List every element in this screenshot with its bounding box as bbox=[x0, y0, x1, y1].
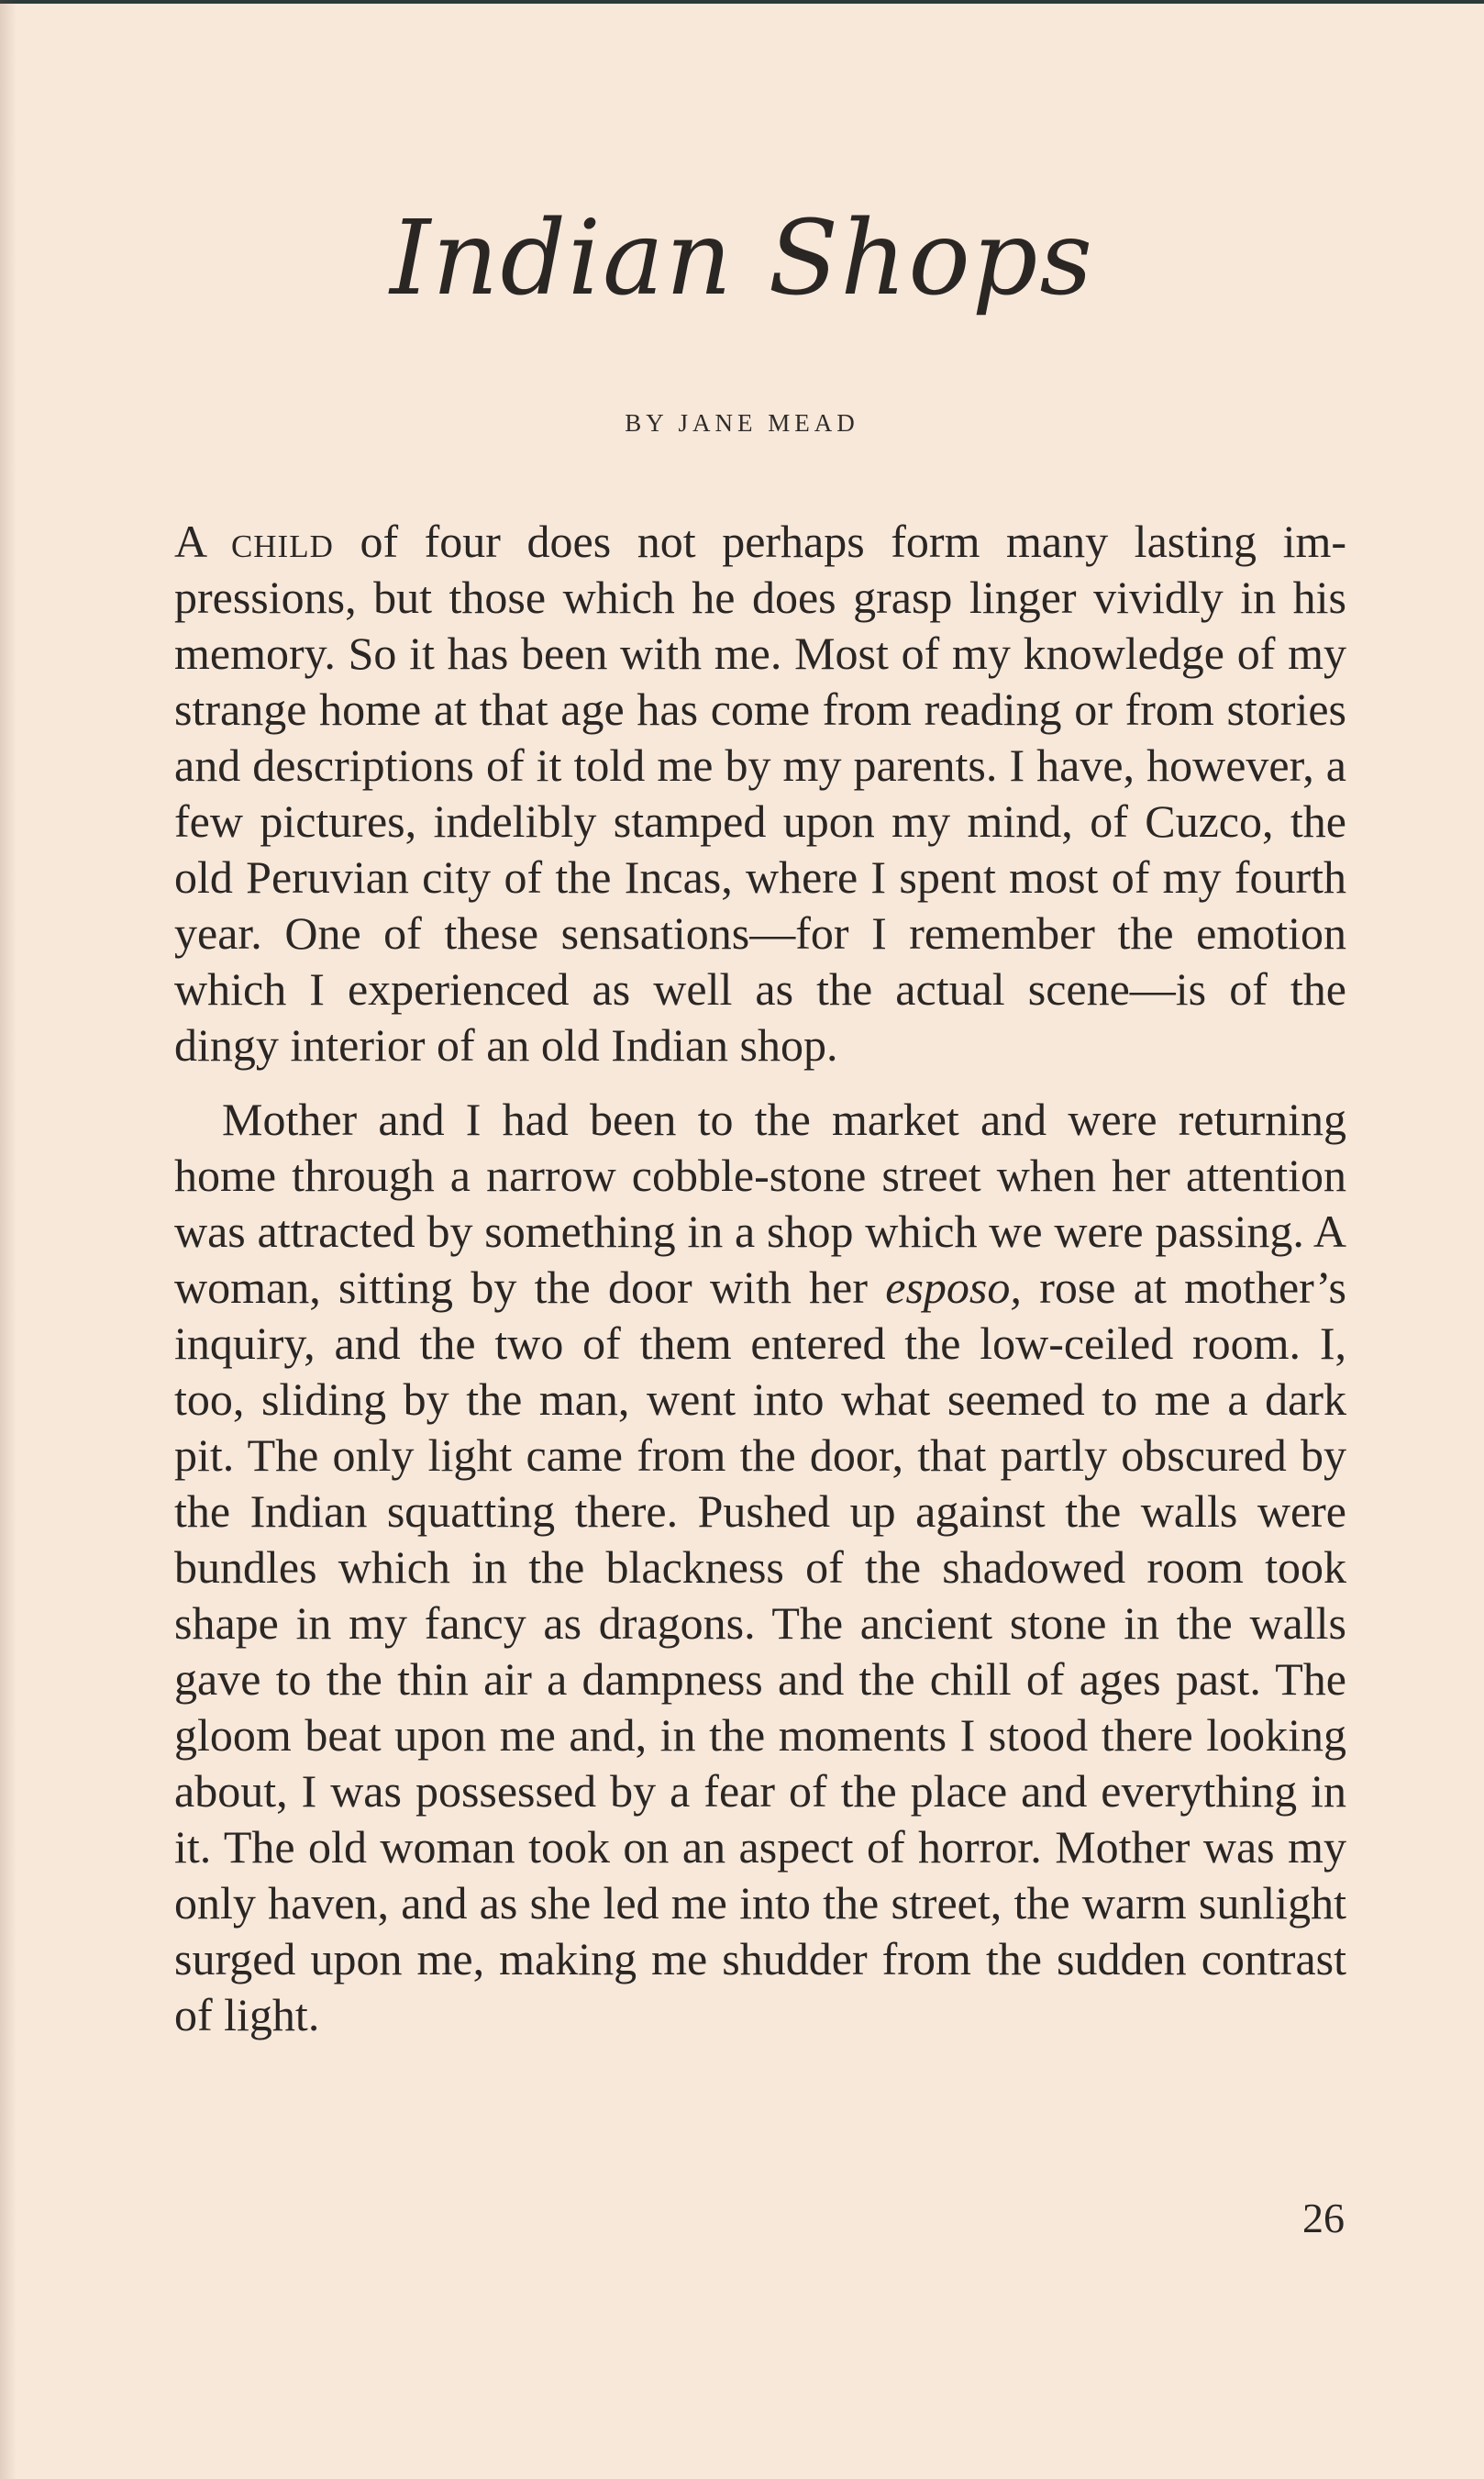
paragraph-1 bbox=[174, 514, 1346, 1073]
article-byline: BY JANE MEAD bbox=[625, 409, 859, 437]
paragraph-1-lead-word: A bbox=[174, 516, 205, 567]
paragraph-2-text-before: Mother and I had been to the market and were returning home through a narrow cobble-stone street when her attention was attracted by something in a shop which we were passing. A woman, sitting by the door with her bbox=[174, 1094, 1346, 1313]
article-title: Indian Shops bbox=[390, 199, 1094, 318]
page-number: 26 bbox=[1302, 2195, 1345, 2241]
page-top-edge bbox=[0, 0, 1484, 4]
paragraph-1-smallcaps: child bbox=[230, 516, 334, 567]
page-gutter-shadow bbox=[0, 0, 17, 2479]
paragraph-2-italic-word: esposo, bbox=[885, 1262, 1022, 1313]
article-body bbox=[174, 514, 1346, 2043]
paragraph-2 bbox=[174, 1092, 1346, 2043]
paragraph-2-text-after: rose at mother’s inquiry, and the two of them entered the low-ceiled room. I, too, sliding by the man, went into what seemed to me a dark pit. The only light came from the door, that partly obscured by the Indian squatting there. Pushed up against the walls were bundles which in the blackness of the shadowed room took shape in my fancy as dragons. The ancient stone in the walls gave to the thin air a dampness and the chill of ages past. The gloom beat upon me and, in the moments I stood there looking about, I was possessed by a fear of the place and everything in it. The old woman took on an aspect of horror. Mother was my only haven, and as she led me into the street, the warm sunlight surged upon me, making me shudder from the sudden contrast of light. bbox=[174, 1262, 1347, 2040]
paragraph-1-text: of four does not perhaps form many lasting impressions, but those which he does grasp linger vividly in his memory. So it has been with me. Most of my knowledge of my strange home at that age has come from reading or from stories and descriptions of it told me by my parents. I have, however, a few pictures, indelibly stamped upon my mind, of Cuzco, the old Peruvian city of the Incas, where I spent most of my fourth year. One of these sensations—for I remember the emotion which I experienced as well as the actual scene—is of the dingy interior of an old Indian shop. bbox=[174, 516, 1347, 1071]
